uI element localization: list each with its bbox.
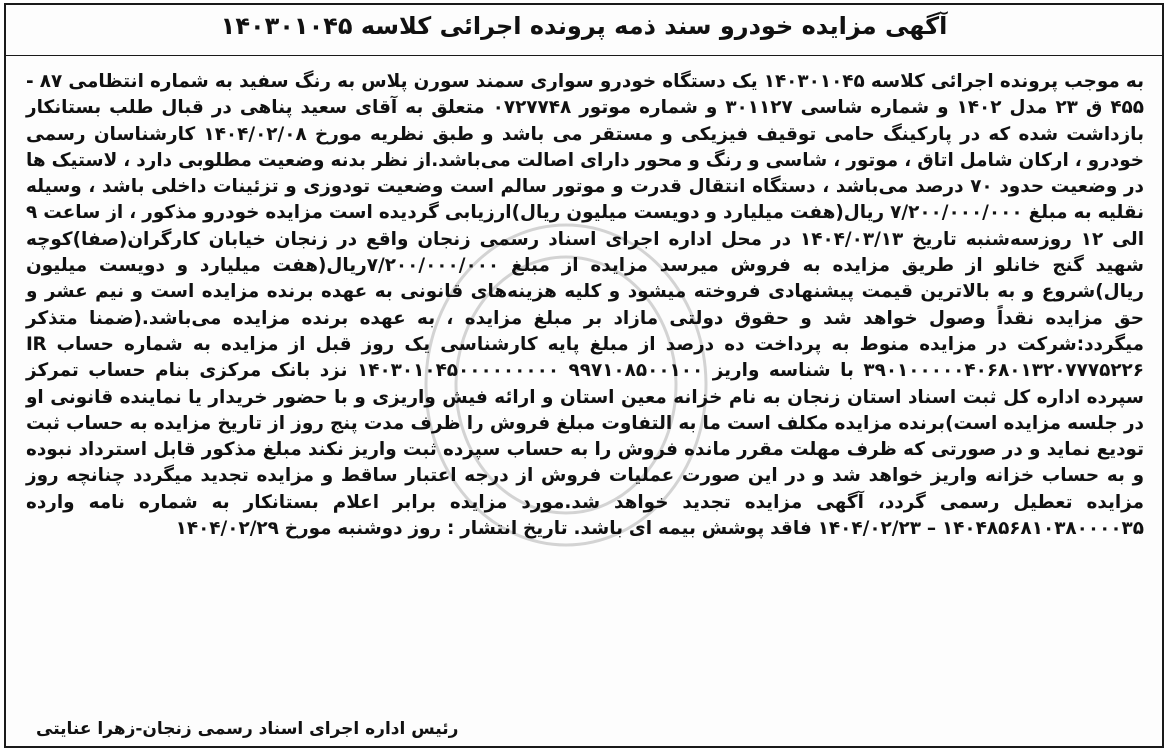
title-divider (6, 55, 1162, 56)
notice-title: آگهی مزایده خودرو سند ذمه پرونده اجرائی کلاسه ۱۴۰۳۰۱۰۴۵ (220, 12, 948, 40)
notice-body: به موجب پرونده اجرائی کلاسه ۱۴۰۳۰۱۰۴۵ یک دستگاه خودرو سواری سمند سورن پلاس به رنگ سفید به شماره انتظامی ۸۷ - ۴۵۵ ق ۲۳ مدل ۱۴۰۲ و شماره شاسی ۳۰۱۱۲۷ و شماره موتور ۰۷۲۷۷۴۸ متعلق به آقای سعید پناهی در قبال طلب بستانکار بازداشت شده که در پارکینگ حامی توقیف فیزیکی و مستقر می باشد و طبق نظریه مورخ ۱۴۰۴/۰۲/۰۸ کارشناسان رسمی خودرو ، ارکان شامل اتاق ، موتور ، شاسی و رنگ و محور دارای اصالت می‌باشد.از نظر بدنه وضعیت مطلوبی دارد ، لاستیک ها در وضعیت حدود ۷۰ درصد می‌باشد ، دستگاه انتقال قدرت و موتور سالم است وضعیت تودوزی و تزئینات داخلی باشد ، وسیله نقلیه به مبلغ ۷/۲۰۰/۰۰۰/۰۰۰ ریال(هفت میلیارد و دویست میلیون ریال)ارزیابی گردیده است مزایده خودرو مذکور ، از ساعت ۹ الی ۱۲ روزسه‌شنبه تاریخ ۱۴۰۴/۰۳/۱۳ در محل اداره اجرای اسناد رسمی زنجان واقع در زنجان خیابان کارگران(صفا)کوچه شهید گنج خانلو از طریق مزایده به فروش میرسد مزایده از مبلغ ۷/۲۰۰/۰۰۰/۰۰۰ریال(هفت میلیارد و دویست میلیون ریال)شروع و به بالاترین قیمت پیشنهادی فروخته میشود و کلیه هزینه‌های قانونی به عهده برنده مزایده است و نیم عشر و حق مزایده نقداً وصول خواهد شد و حقوق دولتی مازاد بر مبلغ مزایده ، به عهده برنده مزایده می‌باشد.(ضمنا متذکر میگردد:شرکت در مزایده منوط به پرداخت ده درصد از مبلغ پایه کارشناسی یک روز قبل از مزایده به شماره حساب IR ۳۹۰۱۰۰۰۰۰۴۰۶۸۰۱۳۲۰۷۷۷۵۲۲۶ با شناسه واریز ۹۹۷۱۰۸۵۰۰۱۰۰ ۱۴۰۳۰۱۰۴۵۰۰۰۰۰۰۰۰۰ نزد بانک مرکزی بنام حساب تمرکز سپرده اداره کل ثبت اسناد استان زنجان به نام خزانه معین استان و ارائه فیش واریزی و با حضور خریدار یا نماینده قانونی او در جلسه مزایده است)برنده مزایده مکلف است ما به التفاوت مبلغ فروش را ظرف مدت پنج روز از تاریخ مزایده به حساب ثبت تودیع نماید و در صورتی که ظرف مهلت مقرر مانده فروش را به حساب سپرده ثبت واریز نکند مبلغ مذکور قابل استرداد نبوده و به حساب خزانه واریز خواهد شد و در این صورت عملیات فروش از درجه اعتبار ساقط و مزایده تجدید میگردد چنانچه روز مزایده تعطیل رسمی گردد، آگهی مزایده تجدید خواهد شد.مورد مزایده برابر اعلام بستانکار به شماره نامه وارده ۱۴۰۴۸۵۶۸۱۰۳۸۰۰۰۰۳۵ – ۱۴۰۴/۰۲/۲۳ فاقد پوشش بیمه ای باشد. تاریخ انتشار : روز دوشنبه مورخ ۱۴۰۴/۰۲/۲۹ (26, 71, 1145, 540)
auction-notice (4, 3, 1164, 748)
signature-line: رئیس اداره اجرای اسناد رسمی زنجان-زهرا عنایتی (36, 719, 459, 739)
